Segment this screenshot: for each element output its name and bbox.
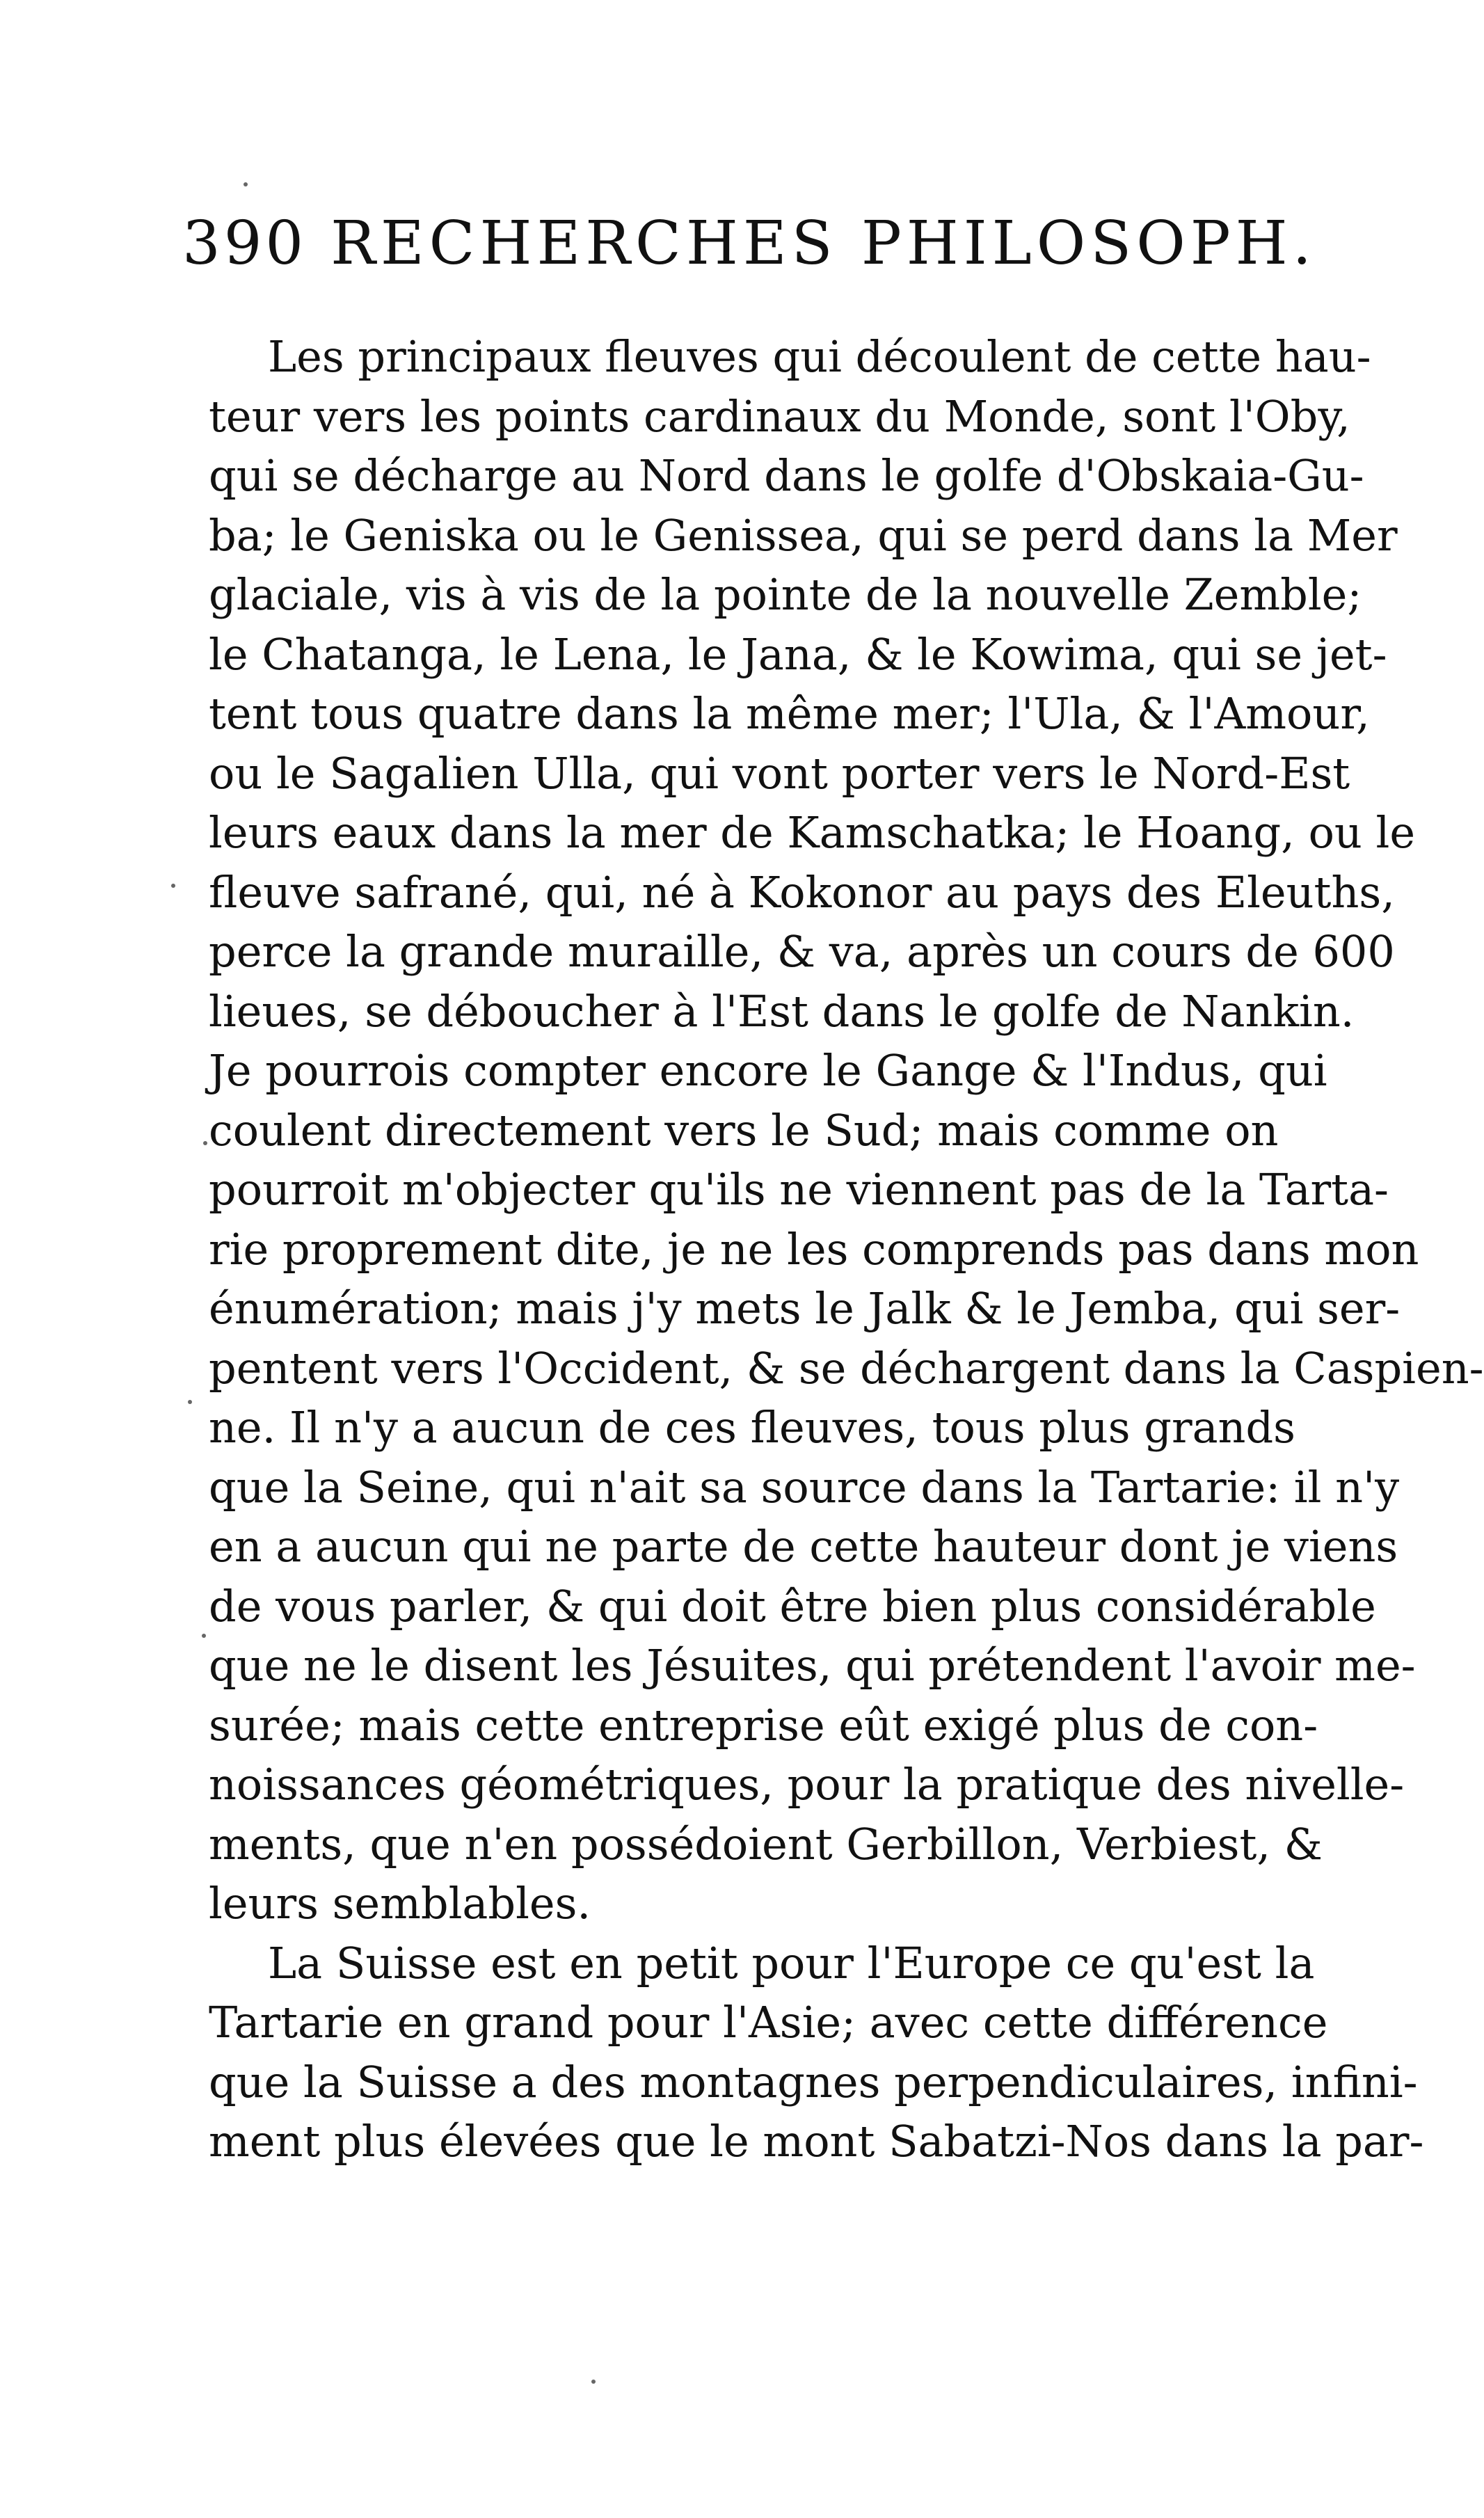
text-line: ment plus élevées que le mont Sabatzi-Nos dans la par-	[209, 2116, 1424, 2167]
text-line: en a aucun qui ne parte de cette hauteur dont je viens	[209, 1521, 1398, 1572]
text-line: glaciale, vis à vis de la pointe de la nouvelle Zemble;	[209, 569, 1362, 620]
text-line: ou le Sagalien Ulla, qui vont porter vers le Nord-Est	[209, 747, 1350, 799]
running-header	[182, 209, 1316, 278]
text-line: que ne le disent les Jésuites, qui prétendent l'avoir me-	[209, 1640, 1416, 1691]
text-line: La Suisse est en petit pour l'Europe ce qu'est la	[268, 1937, 1315, 1989]
text-line: le Chatanga, le Lena, le Jana, & le Kowima, qui se jet-	[209, 628, 1387, 680]
print-speck	[188, 1400, 192, 1404]
text-line: ne. Il n'y a aucun de ces fleuves, tous plus grands	[209, 1402, 1295, 1453]
print-speck	[202, 1634, 206, 1638]
text-line: ba; le Geniska ou le Genissea, qui se perd dans la Mer	[209, 509, 1398, 561]
text-line: de vous parler, & qui doit être bien plus considérable	[209, 1580, 1376, 1632]
print-speck	[244, 182, 248, 186]
print-speck	[591, 2380, 596, 2384]
text-line: leurs eaux dans la mer de Kamschatka; le Hoang, ou le	[209, 807, 1416, 858]
print-speck	[171, 884, 175, 888]
text-line: coulent directement vers le Sud; mais comme on	[209, 1104, 1279, 1156]
print-speck	[203, 1141, 207, 1145]
text-line: leurs semblables.	[209, 1878, 591, 1929]
text-line: rie proprement dite, je ne les comprends pas dans mon	[209, 1223, 1419, 1275]
text-line: que la Seine, qui n'ait sa source dans la Tartarie: il n'y	[209, 1461, 1400, 1513]
text-line: pourroit m'objecter qu'ils ne viennent pas de la Tarta-	[209, 1164, 1389, 1215]
text-line: perce la grande muraille, & va, après un cours de 600	[209, 926, 1395, 977]
text-line: Je pourrois compter encore le Gange & l'Indus, qui	[209, 1045, 1327, 1096]
text-line: surée; mais cette entreprise eût exigé plus de con-	[209, 1699, 1318, 1751]
text-line: que la Suisse a des montagnes perpendiculaires, infini-	[209, 2056, 1418, 2107]
text-line: Les principaux fleuves qui découlent de cette hau-	[268, 331, 1371, 382]
text-line: ments, que n'en possédoient Gerbillon, Verbiest, &	[209, 1818, 1323, 1870]
text-line: noissances géométriques, pour la pratique des nivelle-	[209, 1759, 1405, 1810]
text-line: fleuve safrané, qui, né à Kokonor au pays des Eleuths,	[209, 866, 1395, 918]
body-text	[209, 327, 1484, 2172]
text-line: lieues, se déboucher à l'Est dans le golfe de Nankin.	[209, 985, 1355, 1037]
page-number: 390	[182, 209, 308, 278]
text-line: tent tous quatre dans la même mer; l'Ula, & l'Amour,	[209, 688, 1370, 739]
text-line: teur vers les points cardinaux du Monde, sont l'Oby,	[209, 390, 1350, 442]
text-line: qui se décharge au Nord dans le golfe d'Obskaia-Gu-	[209, 450, 1364, 501]
running-title: RECHERCHES PHILOSOPH.	[330, 209, 1316, 278]
text-line: Tartarie en grand pour l'Asie; avec cette différence	[209, 1997, 1328, 2048]
text-line: pentent vers l'Occident, & se déchargent dans la Caspien-	[209, 1342, 1484, 1394]
text-line: énumération; mais j'y mets le Jalk & le Jemba, qui ser-	[209, 1283, 1401, 1334]
